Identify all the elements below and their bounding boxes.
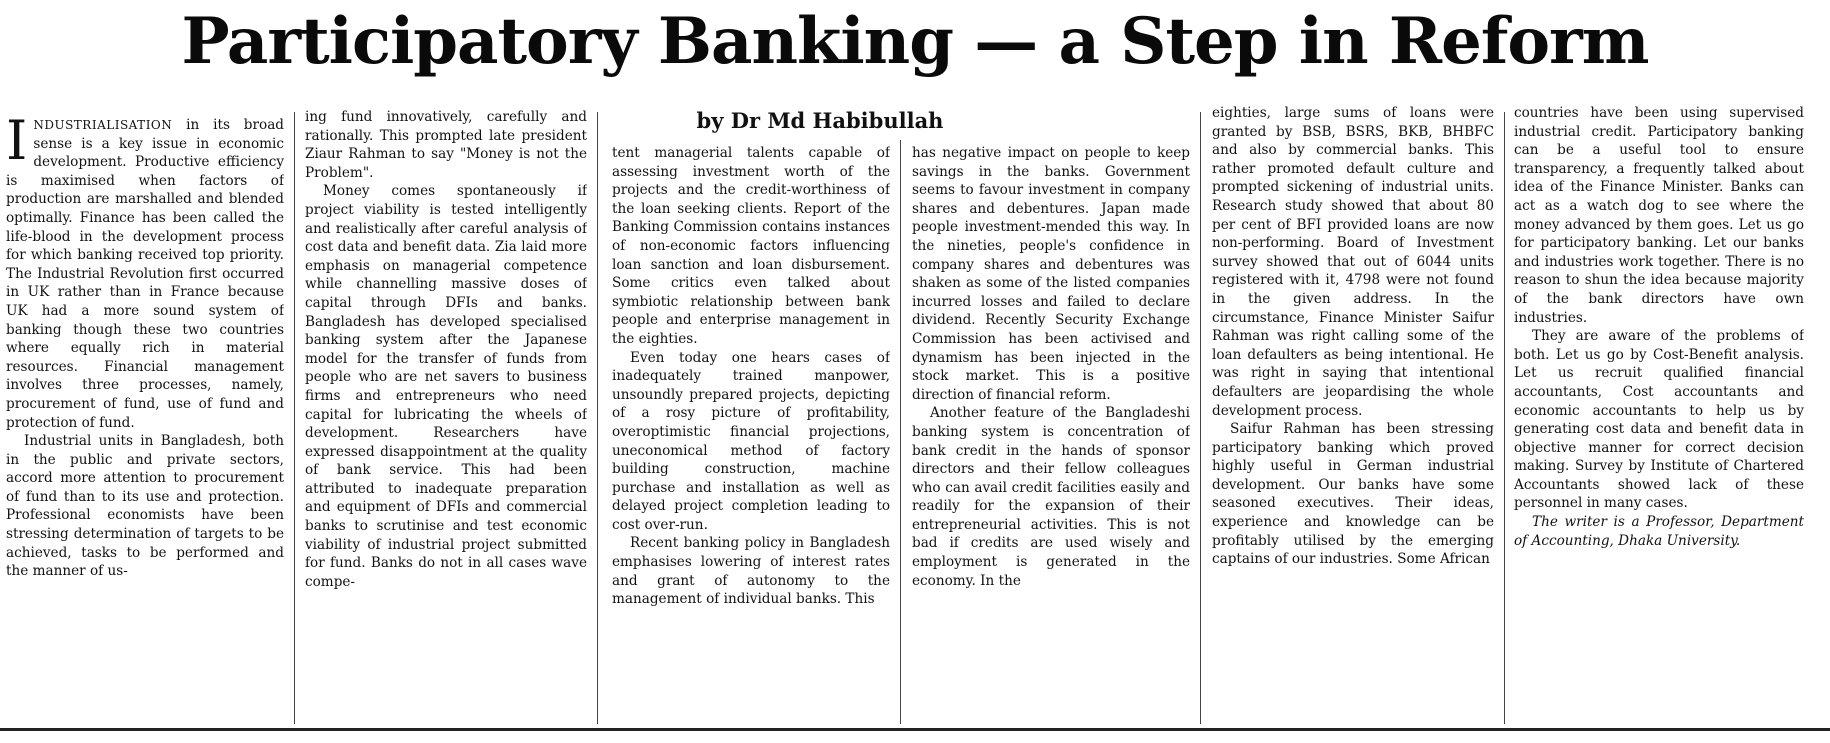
paragraph: Money comes spontaneously if project viability is tested intelligently and realistically after careful analysis of cost data and benefit data. Zia laid more emphasis on managerial competence while channelling massive doses of capital through DFIs and banks. Bangladesh has developed specialised banking system after the Japanese model for the transfer of funds from people who are net savers to business firms and entrepreneurs who need capital for lubricating the wheels of development. Researchers have expressed disappointment at the quality of bank service. This had been attributed to inadequate preparation and equipment of DFIs and commercial banks to scrutinise and test economic viability of industrial project submitted for fund. Banks do not in all cases wave compe-	[305, 183, 587, 590]
column-rule	[1200, 112, 1201, 724]
article-column-6	[1514, 104, 1804, 728]
paragraph: tent managerial talents capable of assessing investment worth of the projects and the credit-worthiness of the loan seeking clients. Report of the Banking Commission contains instances of non-economic factors influencing loan sanction and loan disbursement. Some critics even talked about symbiotic relationship between bank people and enterprise management in the eighties.	[612, 145, 890, 347]
paragraph: has negative impact on people to keep savings in the banks. Government seems to favour investment in company shares and debentures. Japan made people investment-mended this way. In the nineties, people's confidence in company shares and debentures was shaken as some of the listed companies incurred losses and failed to declare dividend. Recently Security Exchange Commission has been activised and dynamism has been injected in the stock market. This is a positive direction of financial reform.	[912, 145, 1190, 403]
article-column-4	[912, 144, 1190, 728]
paragraph: countries have been using supervised industrial credit. Participatory banking can be a useful tool to ensure transparency, a frequently talked about idea of the Finance Minister. Banks can act as a watch dog to see where the money advanced by them goes. Let us go for participatory banking. Let our banks and industries work together. There is no reason to shun the idea because majority of the bank directors have own industries.	[1514, 105, 1804, 326]
paragraph: Another feature of the Bangladeshi banking system is concentration of bank credit in the hands of sponsor directors and their fellow colleagues who can avail credit facilities easily and readily for the expansion of their entrepreneurial activities. This is not bad if credits are used wisely and employment is generated in the economy. In the	[912, 405, 1190, 589]
paragraph-text: in its broad sense is a key issue in economic development. Productive efficiency is maximised when factors of production are marshalled and blended optimally. Finance has been called the life-blood in the development process for which banking received top priority. The Industrial Revolution first occurred in UK rather than in France because UK had a more sound system of banking though these two countries where equally rich in material resources. Financial management involves three processes, namely, procurement of fund, use of fund and protection of fund.	[6, 117, 284, 431]
column-rule	[1504, 112, 1505, 724]
paragraph: Saifur Rahman has been stressing participatory banking which proved highly useful in German industrial development. Our banks have some seasoned executives. Their ideas, experience and knowledge can be profitably utilised by the emerging captains of our industries. Some African	[1212, 421, 1494, 568]
column-rule	[900, 140, 901, 724]
article-column-3	[612, 144, 890, 728]
column-rule	[294, 112, 295, 724]
writer-note: The writer is a Professor, Department of Accounting, Dhaka University.	[1514, 514, 1804, 549]
headline: Participatory Banking — a Step in Reform	[181, 4, 1649, 79]
bottom-rule	[0, 728, 1830, 731]
drop-cap: I	[6, 116, 28, 172]
paragraph: eighties, large sums of loans were granted by BSB, BSRS, BKB, BHBFC and also by commercial banks. This rather promoted default culture and prompted sickening of industrial units. Research study showed that about 80 per cent of BFI provided loans are now non-performing. Board of Investment survey showed that out of 6044 units registered with it, 4798 were not found in the given address. In the circumstance, Finance Minister Saifur Rahman was right calling some of the loan defaulters as being intentional. He was right in saying that intentional defaulters are jeopardising the whole development process.	[1212, 105, 1494, 419]
lead-caps: NDUSTRIALISATION	[33, 118, 173, 132]
article-column-5	[1212, 104, 1494, 728]
paragraph: Even today one hears cases of inadequately trained manpower, unsoundly prepared projects, depicting of a rosy picture of profitability, overoptimistic financial projections, uneconomical method of factory building construction, machine purchase and installation as well as delayed project completion leading to cost over-run.	[612, 349, 890, 533]
article-column-2	[305, 108, 587, 728]
paragraph: ing fund innovatively, carefully and rationally. This prompted late president Ziaur Rahman to say "Money is not the Problem".	[305, 109, 587, 181]
article-column-1	[6, 116, 284, 728]
byline: by Dr Md Habibullah	[696, 108, 944, 133]
paragraph	[6, 116, 284, 432]
paragraph: They are aware of the problems of both. Let us go by Cost-Benefit analysis. Let us recruit qualified financial accountants, Cost accountants and economic accountants to help us by generating cost data and benefit data in objective manner for correct decision making. Survey by Institute of Chartered Accountants showed lack of these personnel in many cases.	[1514, 328, 1804, 512]
column-rule	[597, 112, 598, 724]
paragraph: Recent banking policy in Bangladesh emphasises lowering of interest rates and grant of autonomy to the management of individual banks. This	[612, 535, 890, 608]
paragraph: Industrial units in Bangladesh, both in the public and private sectors, accord more attention to procurement of fund than to its use and protection. Professional economists have been stressing determination of targets to be achieved, tasks to be performed and the manner of us-	[6, 433, 284, 580]
